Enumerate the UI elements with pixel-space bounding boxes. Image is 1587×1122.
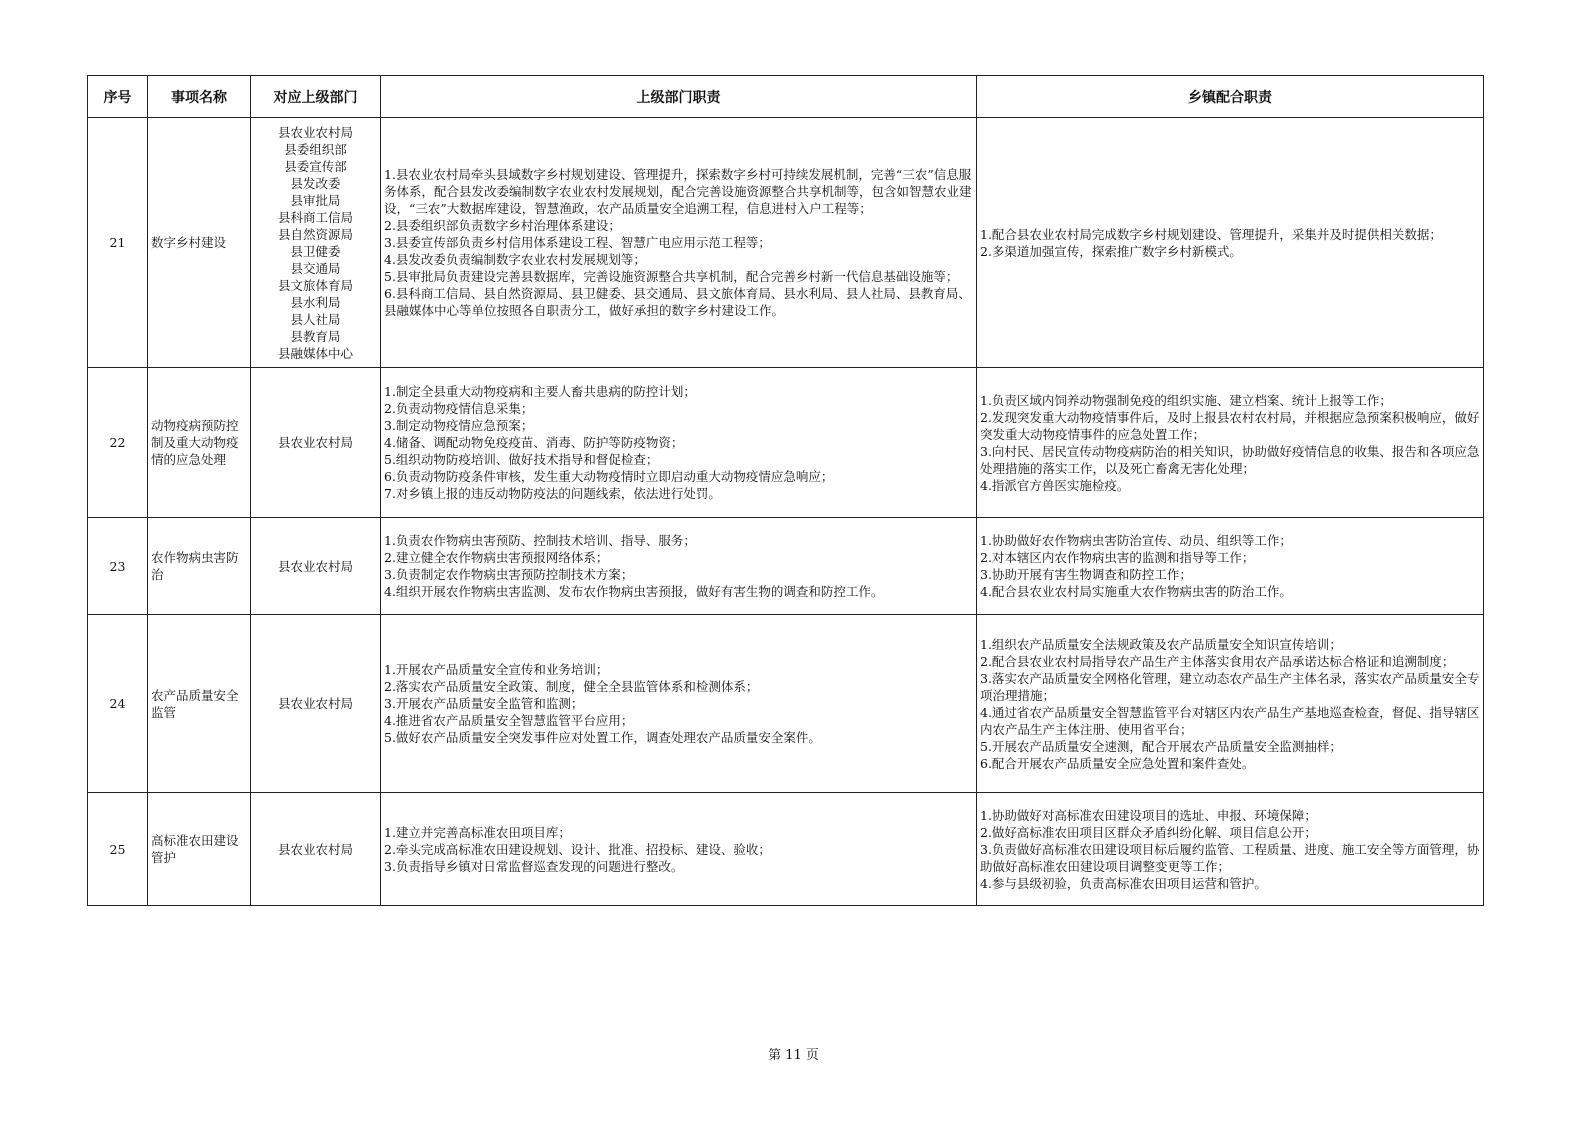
- department-name: 县自然资源局: [277, 226, 353, 242]
- table-row: [88, 518, 1484, 615]
- duty-item: 3.负责制定农作物病虫害预防控制技术方案；: [384, 567, 634, 582]
- row-upper-duties: [381, 118, 977, 368]
- duty-item: 2.建立健全农作物病虫害预报网络体系；: [384, 550, 609, 565]
- duty-item: 4.组织开展农作物病虫害监测、发布农作物病虫害预报，做好有害生物的调查和防控工作。: [384, 584, 884, 599]
- row-seq: 24: [88, 615, 148, 793]
- coop-item: 4.指派官方兽医实施检疫。: [980, 477, 1130, 493]
- table-row: [88, 368, 1484, 518]
- coop-item: 3.向村民、居民宣传动物疫病防治的相关知识，协助做好疫情信息的收集、报告和各项应急处理措施的落实工作，以及死亡畜禽无害化处理；: [980, 443, 1480, 476]
- coop-item: 5.开展农产品质量安全速测，配合开展农产品质量安全监测抽样；: [980, 738, 1342, 754]
- duty-item: 2.县委组织部负责数字乡村治理体系建设；: [384, 218, 621, 233]
- table-body: [88, 118, 1484, 906]
- row-seq: 22: [88, 368, 148, 518]
- row-seq: 25: [88, 793, 148, 906]
- row-seq: 23: [88, 518, 148, 615]
- row-upper-duties: [381, 368, 977, 518]
- department-name: 县教育局: [290, 328, 341, 344]
- duty-item: 5.县审批局负责建设完善县数据库，完善设施资源整合共享机制，配合完善乡村新一代信息基础设施等；: [384, 269, 959, 284]
- responsibility-table: [87, 75, 1484, 906]
- coop-item: 1.负责区域内饲养动物强制免疫的组织实施、建立档案、统计上报等工作；: [980, 392, 1392, 408]
- row-departments: [251, 118, 381, 368]
- row-item-name: 高标准农田建设管护: [148, 793, 251, 906]
- header-row: [88, 76, 1484, 118]
- coop-item: 2.发现突发重大动物疫情事件后，及时上报县农村农村局，并根据应急预案积极响应，做好突发重大动物疫情事件的应急处置工作；: [980, 409, 1480, 442]
- department-name: 县农业农村局: [277, 124, 353, 140]
- department-name: 县发改委: [290, 175, 341, 191]
- duty-item: 2.牵头完成高标准农田建设规划、设计、批准、招投标、建设、验收；: [384, 841, 771, 857]
- department-name: 县审批局: [290, 192, 341, 208]
- table-row: [88, 118, 1484, 368]
- department-name: 县农业农村局: [277, 558, 353, 574]
- coop-item: 2.做好高标准农田项目区群众矛盾纠纷化解、项目信息公开；: [980, 824, 1317, 840]
- table-row: [88, 793, 1484, 906]
- row-upper-duties: [381, 615, 977, 793]
- department-name: 县委组织部: [284, 141, 347, 157]
- department-name: 县交通局: [290, 260, 341, 276]
- table-header: [88, 76, 1484, 118]
- duty-item: 4.储备、调配动物免疫疫苗、消毒、防护等防疫物资；: [384, 435, 684, 450]
- coop-item: 3.负责做好高标准农田建设项目标后履约监管、工程质量、进度、施工安全等方面管理，协助做好高标准农田建设项目调整变更等工作；: [980, 841, 1480, 874]
- duty-item: 1.开展农产品质量安全宣传和业务培训；: [384, 662, 609, 677]
- duty-item: 3.制定动物疫情应急预案；: [384, 418, 534, 433]
- row-item-name: 动物疫病预防控制及重大动物疫情的应急处理: [148, 368, 251, 518]
- row-upper-duties: [381, 518, 977, 615]
- row-upper-duties: [381, 793, 977, 906]
- table-row: [88, 615, 1484, 793]
- duty-item: 3.县委宣传部负责乡村信用体系建设工程、智慧广电应用示范工程等；: [384, 235, 771, 250]
- row-town-duties: [977, 615, 1484, 793]
- coop-item: 3.落实农产品质量安全网格化管理，建立动态农产品生产主体名录，落实农产品质量安全专项治理措施；: [980, 670, 1480, 703]
- row-item-name: 农作物病虫害防治: [148, 518, 251, 615]
- duty-item: 4.县发改委负责编制数字农业农村发展规划等；: [384, 252, 646, 267]
- department-name: 县水利局: [290, 294, 341, 310]
- duty-item: 3.负责指导乡镇对日常监督巡查发现的问题进行整改。: [384, 858, 684, 874]
- department-name: 县农业农村局: [277, 696, 353, 711]
- duty-item: 1.建立并完善高标准农田项目库；: [384, 824, 571, 840]
- coop-item: 4.参与县级初验，负责高标准农田项目运营和管护。: [980, 875, 1267, 891]
- department-name: 县文旅体育局: [277, 277, 353, 293]
- coop-item: 1.协助做好对高标准农田建设项目的选址、申报、环境保障；: [980, 807, 1317, 823]
- row-town-duties: [977, 368, 1484, 518]
- duty-item: 6.县科商工信局、县自然资源局、县卫健委、县交通局、县文旅体育局、县水利局、县人社局、县教育局、县融媒体中心等单位按照各自职责分工，做好承担的数字乡村建设工作。: [384, 286, 971, 318]
- duty-item: 5.做好农产品质量安全突发事件应对处置工作，调查处理农产品质量安全案件。: [384, 730, 821, 745]
- coop-item: 3.协助开展有害生物调查和防控工作；: [980, 567, 1192, 582]
- duty-item: 1.县农业农村局牵头县域数字乡村规划建设、管理提升，探索数字乡村可持续发展机制，完善“三农”信息服务体系，配合县发改委编制数字农业农村发展规划，配合完善设施资源整合共享机制等，包含如智慧农业建设，“三农”大数据库建设，智慧渔政，农产品质量安全追溯工程，信息进村入户工程等；: [384, 167, 972, 216]
- coop-item: 4.配合县农业农村局实施重大农作物病虫害的防治工作。: [980, 584, 1292, 599]
- row-departments: [251, 368, 381, 518]
- duty-item: 2.负责动物疫情信息采集；: [384, 401, 534, 416]
- header-seq: 序号: [88, 76, 148, 118]
- row-town-duties: [977, 793, 1484, 906]
- row-item-name: 数字乡村建设: [148, 118, 251, 368]
- coop-item: 1.协助做好农作物病虫害防治宣传、动员、组织等工作；: [980, 533, 1292, 548]
- row-item-name: 农产品质量安全监管: [148, 615, 251, 793]
- duty-item: 4.推进省农产品质量安全智慧监管平台应用；: [384, 713, 634, 728]
- duty-item: 6.负责动物防疫条件审核，发生重大动物疫情时立即启动重大动物疫情应急响应；: [384, 469, 834, 484]
- duty-item: 2.落实农产品质量安全政策、制度，健全全县监管体系和检测体系；: [384, 679, 759, 694]
- row-seq: 21: [88, 118, 148, 368]
- department-name: 县农业农村局: [277, 435, 353, 450]
- duty-item: 3.开展农产品质量安全监管和监测；: [384, 696, 584, 711]
- duty-item: 7.对乡镇上报的违反动物防疫法的问题线索，依法进行处罚。: [384, 486, 721, 501]
- coop-item: 4.通过省农产品质量安全智慧监管平台对辖区内农产品生产基地巡查检查，督促、指导辖区内农产品生产主体注册、使用省平台；: [980, 704, 1480, 737]
- coop-item: 2.对本辖区内农作物病虫害的监测和指导等工作；: [980, 550, 1255, 565]
- row-town-duties: [977, 118, 1484, 368]
- department-name: 县人社局: [290, 311, 341, 327]
- header-coop: 乡镇配合职责: [977, 76, 1484, 118]
- department-name: 县科商工信局: [277, 209, 353, 225]
- coop-item: 2.配合县农业农村局指导农产品生产主体落实食用农产品承诺达标合格证和追溯制度；: [980, 653, 1455, 669]
- row-departments: [251, 518, 381, 615]
- row-town-duties: [977, 518, 1484, 615]
- department-name: 县委宣传部: [284, 158, 347, 174]
- coop-item: 2.多渠道加强宣传，探索推广数字乡村新模式。: [980, 243, 1242, 259]
- duty-item: 1.负责农作物病虫害预防、控制技术培训、指导、服务；: [384, 533, 696, 548]
- coop-item: 6.配合开展农产品质量安全应急处置和案件查处。: [980, 755, 1255, 771]
- department-name: 县融媒体中心: [277, 345, 353, 361]
- header-name: 事项名称: [148, 76, 251, 118]
- coop-item: 1.配合县农业农村局完成数字乡村规划建设、管理提升，采集并及时提供相关数据；: [980, 226, 1442, 242]
- row-departments: [251, 615, 381, 793]
- header-dept: 对应上级部门: [251, 76, 381, 118]
- header-duty: 上级部门职责: [381, 76, 977, 118]
- department-name: 县卫健委: [290, 243, 341, 259]
- page-number: 第 11 页: [768, 1048, 819, 1063]
- duty-item: 5.组织动物防疫培训、做好技术指导和督促检查；: [384, 452, 659, 467]
- row-departments: [251, 793, 381, 906]
- department-name: 县农业农村局: [277, 841, 353, 857]
- duty-item: 1.制定全县重大动物疫病和主要人畜共患病的防控计划；: [384, 384, 696, 399]
- coop-item: 1.组织农产品质量安全法规政策及农产品质量安全知识宣传培训；: [980, 636, 1342, 652]
